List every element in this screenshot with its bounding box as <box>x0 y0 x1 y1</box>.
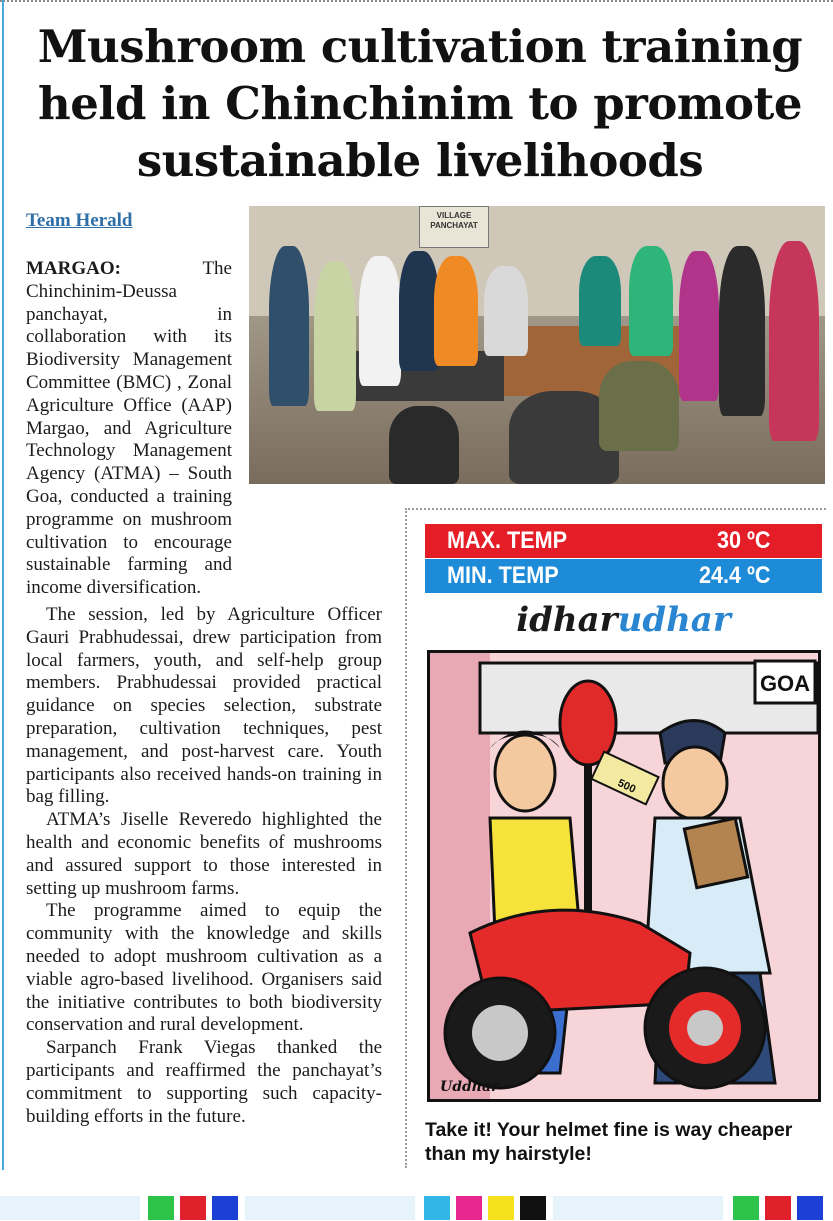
cartoon-illustration <box>430 653 818 1099</box>
photo-person <box>719 246 765 416</box>
min-temp-label: MIN. TEMP <box>447 562 559 589</box>
photo-person <box>579 256 621 346</box>
article-paragraph: ATMA’s Jiselle Reveredo highlighted the health and economic benefits of mushrooms and assured support to those interested in setting up mushroom farms. <box>26 809 382 899</box>
photo-person <box>314 261 356 411</box>
article-paragraph: Sarpanch Frank Viegas thanked the participants and reaffirmed the panchayat’s commitment to supporting such capacity-building efforts in the future. <box>26 1037 382 1127</box>
strip-swatch <box>765 1196 791 1220</box>
strip-swatch <box>212 1196 238 1220</box>
photo-person <box>389 406 459 484</box>
cartoon-brand <box>425 598 822 642</box>
article-paragraph <box>26 258 232 600</box>
cartoon-caption: Take it! Your helmet fine is way cheaper than my hairstyle! <box>425 1119 793 1165</box>
max-temp-value: 30 ºC <box>716 527 770 554</box>
photo-person <box>434 256 478 366</box>
cartoon-brand-part2: udhar <box>617 600 731 640</box>
cartoon-brand-part1: idhar <box>516 600 618 640</box>
photo-person <box>359 256 401 386</box>
strip-swatch <box>733 1196 759 1220</box>
cartoon-note-text: 500 <box>615 777 638 796</box>
cartoon-panel <box>427 650 821 1102</box>
photo-sign: VILLAGE PANCHAYAT <box>419 206 489 248</box>
min-temp-bar <box>425 559 822 593</box>
photo-person <box>679 251 719 401</box>
strip-swatch <box>488 1196 514 1220</box>
photo-person <box>399 251 439 371</box>
column-divider <box>405 508 407 1168</box>
max-temp-label: MAX. TEMP <box>447 527 568 554</box>
strip-swatch <box>424 1196 450 1220</box>
article-body-top <box>26 258 232 600</box>
strip-swatch <box>797 1196 823 1220</box>
cartoon-signature: Uddhar <box>440 1079 499 1095</box>
photo-person <box>599 361 679 451</box>
strip-swatch <box>456 1196 482 1220</box>
article-headline: Mushroom cultivation training held in Chinchinim to promote sustainable livelihoods <box>37 20 803 187</box>
bottom-color-strip <box>0 1196 833 1221</box>
top-dotted-rule <box>0 0 833 2</box>
strip-swatch <box>0 1196 140 1220</box>
cartoon-goa-sign: GOA <box>759 671 811 696</box>
photo-person <box>769 241 819 441</box>
article-dateline: MARGAO: <box>26 258 121 279</box>
max-temp-bar <box>425 524 822 558</box>
min-temp-value: 24.4 ºC <box>698 562 770 589</box>
article-paragraph-text: The Chinchinim-Deussa panchayat, in collaboration with its Biodiversity Management Committee (BMC) , Zonal Agriculture Office (AAP) Margao, and Agriculture Technology Management Agency (ATMA) – South Goa, conducted a training programme on mushroom cultivation to encourage sustainable farming and income diversification. <box>26 258 232 599</box>
article-byline[interactable]: Team Herald <box>26 210 133 231</box>
photo-person <box>269 246 309 406</box>
photo-person <box>484 266 528 356</box>
strip-swatch <box>520 1196 546 1220</box>
strip-swatch <box>148 1196 174 1220</box>
article-photo <box>249 206 825 484</box>
photo-person <box>629 246 673 356</box>
strip-swatch <box>180 1196 206 1220</box>
left-column-rule <box>2 0 4 1170</box>
strip-swatch <box>245 1196 415 1220</box>
article-body-bottom <box>26 604 382 1128</box>
article-paragraph: The session, led by Agriculture Officer Gauri Prabhudessai, drew participation from local farmers, youth, and self-help group members. Prabhudessai provided practical guidance on species selection, substrate preparation, cultivation techniques, pest management, and post-harvest care. Youth participants also received hands-on training in bag filling. <box>26 604 382 808</box>
article-paragraph: The programme aimed to equip the community with the knowledge and skills needed to adopt mushroom cultivation as a viable agro-based livelihood. Organisers said the initiative contributes to both biodiversity conservation and rural development. <box>26 900 382 1036</box>
section-divider <box>408 508 826 510</box>
strip-swatch <box>553 1196 723 1220</box>
